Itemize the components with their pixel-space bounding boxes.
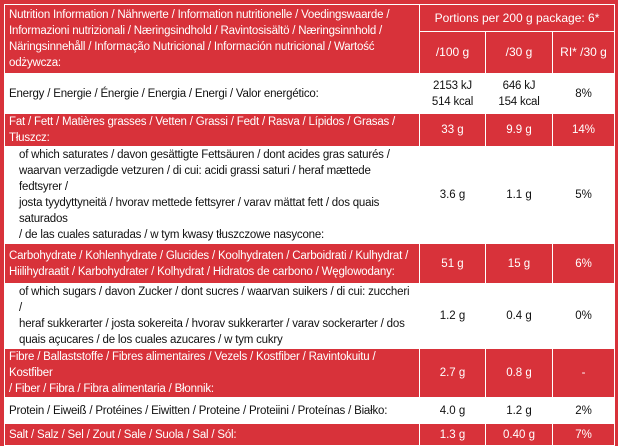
table-row-sugars [5, 284, 615, 349]
row-label-line: heraf sukkerarter / josta sokereita / hvorav sukkerarter / varav sockerarter / dos [19, 318, 405, 330]
value-per-30g: 9.9 g [486, 114, 553, 147]
value-ri: - [553, 349, 615, 398]
value-per-100g: 4.0 g [420, 398, 486, 424]
row-label-line: quais açucares / de los cuales azucares / w tym cukry [19, 334, 283, 346]
header-title-line: Nutrition Information / Nährwerte / Information nutritionelle / Voedingswaarde / [9, 9, 390, 21]
value-per-30g: 15 g [486, 244, 553, 284]
value-per-100g [420, 74, 486, 114]
row-label [5, 349, 420, 398]
value-ri: 6% [553, 244, 615, 284]
nutrition-table [4, 4, 615, 446]
row-label-line: Carbohydrate / Kohlenhydrate / Glucides / Koolhydraten / Carboidrati / Kulhydrat / [9, 249, 409, 262]
row-label-line: Protein / Eiweiß / Protéines / Eiwitten / Proteine / Proteiini / Proteínas / Białko: [9, 404, 388, 417]
row-label [5, 424, 420, 446]
row-label-line: Hiilihydraatit / Karbohydrater / Kolhydrat / Hidratos de carbono / Węglowodany: [9, 265, 395, 278]
row-label [5, 147, 420, 244]
value-per-100g: 2.7 g [420, 349, 486, 398]
value-per-30g: 1.1 g [486, 147, 553, 244]
value-ri: 0% [553, 284, 615, 349]
row-label-line: Energy / Energie / Énergie / Energia / Energi / Valor energético: [9, 87, 319, 100]
column-header-ri: RI* /30 g [553, 31, 615, 73]
value-per-30g [486, 74, 553, 114]
value-ri: 2% [553, 398, 615, 424]
header-title-line: Näringsinnehåll / Informação Nutricional / Información nutricional / Wartość odżywcza: [9, 41, 375, 69]
table-row-saturates [5, 147, 615, 244]
row-label [5, 74, 420, 114]
value-ri: 7% [553, 424, 615, 446]
table-row-salt [5, 424, 615, 446]
value-per-30g: 1.2 g [486, 398, 553, 424]
table-row-energy [5, 74, 615, 114]
row-label-line: Fat / Fett / Matières grasses / Vetten / Grassi / Fedt / Rasva / Lípidos / Grasas / Tłuszcz: [9, 116, 396, 144]
header-title-line: Informazioni nutrizionali / Næringsindhold / Ravintosisältö / Næringsinnhold / [9, 25, 383, 37]
value-per-30g: 0.8 g [486, 349, 553, 398]
portions-per-package: Portions per 200 g package: 6* [420, 5, 615, 32]
row-label-line: waarvan verzadigde vetzuren / di cui: acidi grassi saturi / heraf mættede fedtsyrer / [19, 165, 371, 193]
table-row-protein [5, 398, 615, 424]
table-row-fibre [5, 349, 615, 398]
row-label [5, 398, 420, 424]
row-label-line: / de las cuales saturadas / w tym kwasy tłuszczowe nasycone: [19, 229, 325, 241]
table-row-fat [5, 114, 615, 147]
table-row-carbohydrate [5, 244, 615, 284]
header-title [5, 5, 420, 74]
value-per-30g: 0.40 g [486, 424, 553, 446]
value-line: 514 kcal [431, 95, 474, 108]
value-ri: 5% [553, 147, 615, 244]
value-per-100g: 3.6 g [420, 147, 486, 244]
value-line: 646 kJ [502, 79, 536, 92]
value-line: 2153 kJ [433, 79, 472, 92]
row-label-line: Salt / Salz / Sel / Zout / Sale / Suola / Sal / Sól: [9, 428, 237, 441]
column-header-100g: /100 g [420, 31, 486, 73]
column-header-30g: /30 g [486, 31, 553, 73]
row-label-line: of which sugars / davon Zucker / dont sucres / waarvan suikers / di cui: zuccheri / [19, 286, 410, 314]
row-label [5, 114, 420, 147]
row-label-line: of which saturates / davon gesättigte Fettsäuren / dont acides gras saturés / [19, 149, 390, 161]
value-per-100g: 51 g [420, 244, 486, 284]
row-label-line: Fibre / Ballaststoffe / Fibres alimentaires / Vezels / Kostfiber / Ravintokuitu / Kostfiber [9, 351, 376, 379]
value-per-100g: 1.3 g [420, 424, 486, 446]
row-label-line: josta tyydyttyneitä / hvorav mettede fettsyrer / varav mättat fett / dos quais saturados [19, 197, 380, 225]
value-per-30g: 0.4 g [486, 284, 553, 349]
row-label [5, 284, 420, 349]
value-ri: 14% [553, 114, 615, 147]
row-label [5, 244, 420, 284]
row-label-line: / Fiber / Fibra / Fibra alimentaria / Błonnik: [9, 383, 214, 395]
value-line: 154 kcal [498, 95, 540, 108]
value-ri: 8% [553, 74, 615, 114]
value-per-100g: 33 g [420, 114, 486, 147]
value-per-100g: 1.2 g [420, 284, 486, 349]
